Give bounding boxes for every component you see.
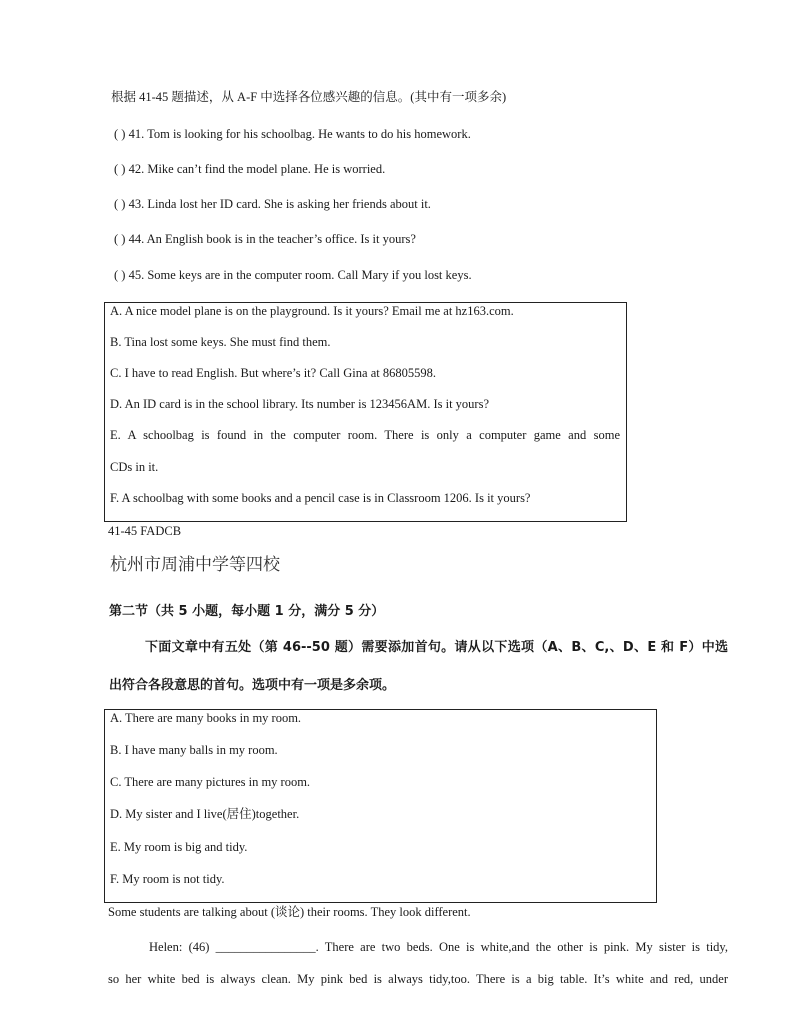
section2-title: 第二节（共 5 小题，每小题 1 分，满分 5 分）: [109, 604, 385, 619]
question-44: ( ) 44. An English book is in the teacher’s office. Is it yours?: [114, 232, 416, 246]
option2-b: B. I have many balls in my room.: [110, 743, 278, 757]
option2-a: A. There are many books in my room.: [110, 711, 302, 725]
school-heading: 杭州市周浦中学等四校: [110, 555, 280, 575]
section2-instruction-line2: 出符合各段意思的首句。选项中有一项是多余项。: [109, 678, 396, 693]
option2-c: C. There are many pictures in my room.: [110, 775, 311, 789]
question-41: ( ) 41. Tom is looking for his schoolbag. He wants to do his homework.: [114, 127, 471, 141]
option2-d: D. My sister and I live(居住)together.: [110, 807, 300, 821]
question-42: ( ) 42. Mike can’t find the model plane. He is worried.: [114, 162, 386, 176]
option-c: C. I have to read English. But where’s it? Call Gina at 86805598.: [110, 366, 436, 380]
option-f: F. A schoolbag with some books and a pencil case is in Classroom 1206. Is it yours?: [110, 491, 531, 505]
section2-instruction-line1: 下面文章中有五处（第 46--50 题）需要添加首句。请从以下选项（A、B、C,、D、E 和 F）中选: [145, 640, 728, 655]
option-e-line1: E. A schoolbag is found in the computer room. There is only a computer game and some: [110, 428, 620, 442]
passage-line-1: Helen: (46) ________________. There are two beds. One is white,and the other is pink. My sister is tidy,: [149, 940, 728, 954]
answer-key: 41-45 FADCB: [108, 524, 182, 538]
passage-line-2: so her white bed is always clean. My pink bed is always tidy,too. There is a big table. It’s white and red, under: [108, 972, 728, 986]
option2-e: E. My room is big and tidy.: [110, 840, 248, 854]
option-a: A. A nice model plane is on the playground. Is it yours? Email me at hz163.com.: [110, 304, 514, 318]
option-d: D. An ID card is in the school library. Its number is 123456AM. Is it yours?: [110, 397, 489, 411]
option2-f: F. My room is not tidy.: [110, 872, 225, 886]
question-43: ( ) 43. Linda lost her ID card. She is asking her friends about it.: [114, 197, 431, 211]
option-b: B. Tina lost some keys. She must find them.: [110, 335, 331, 349]
question-45: ( ) 45. Some keys are in the computer room. Call Mary if you lost keys.: [114, 268, 472, 282]
option-e-line2: CDs in it.: [110, 460, 159, 474]
passage-intro: Some students are talking about (谈论) their rooms. They look different.: [108, 905, 471, 919]
section1-instruction: 根据 41-45 题描述，从 A-F 中选择各位感兴趣的信息。(其中有一项多余): [111, 90, 507, 104]
